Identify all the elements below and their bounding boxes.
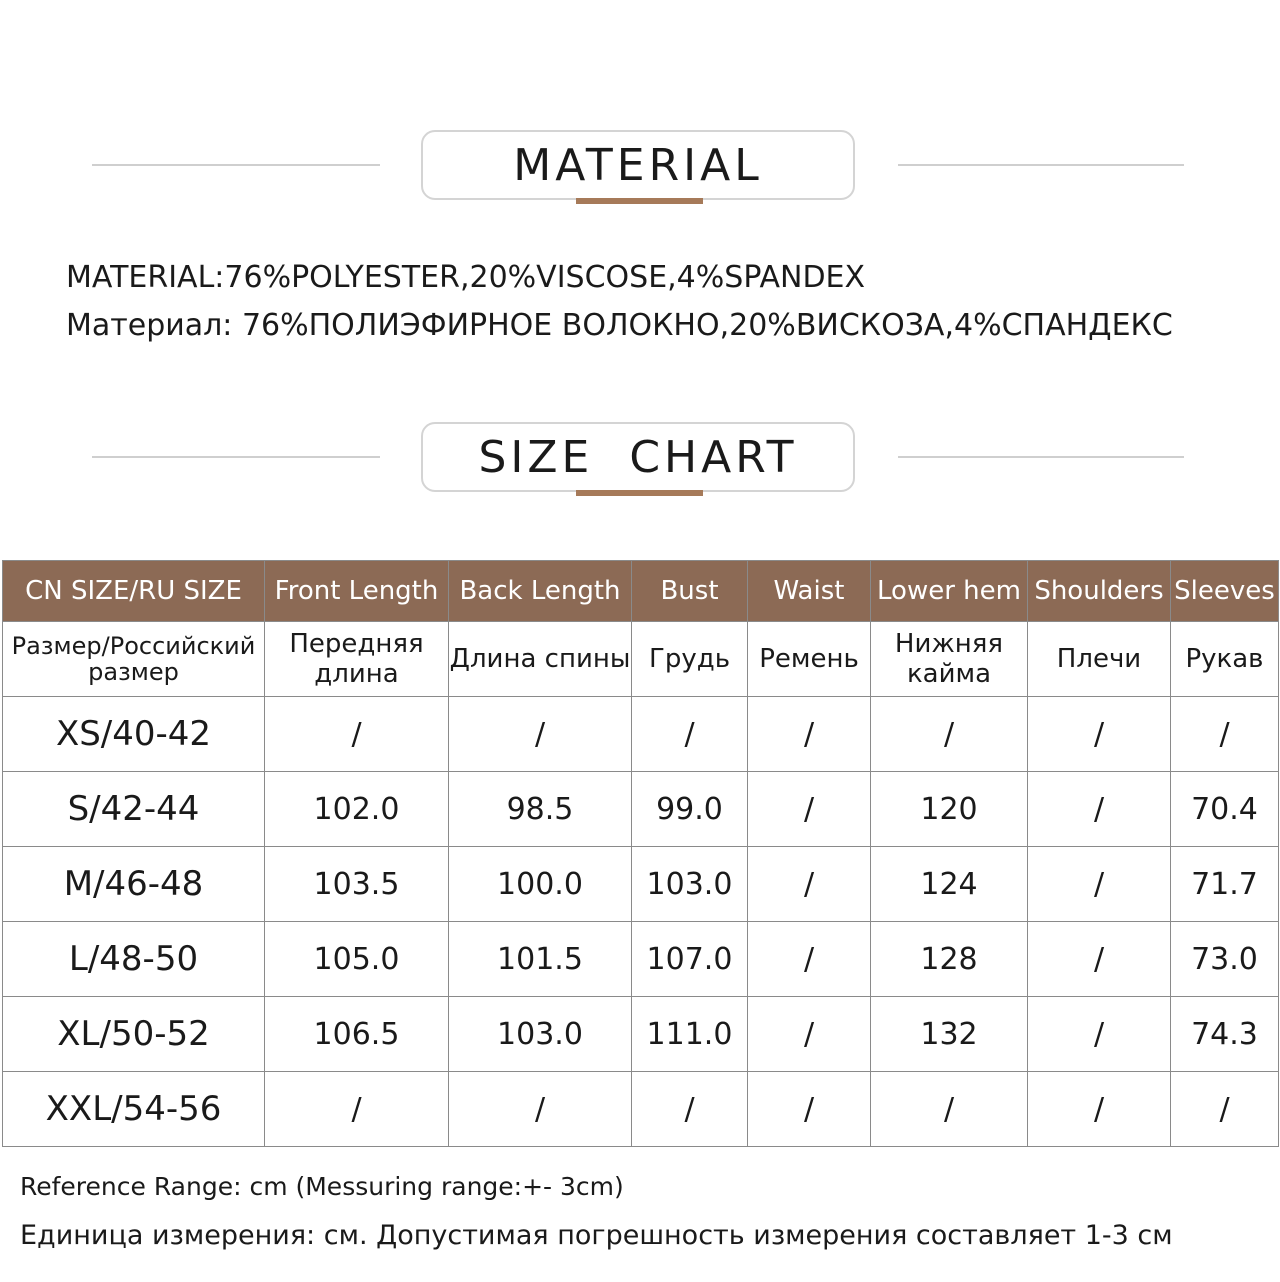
size-cell: XXL/54-56 xyxy=(3,1072,265,1147)
header-cell: CN SIZE/RU SIZE xyxy=(3,561,265,622)
table-cell: / xyxy=(1028,997,1171,1072)
table-row xyxy=(3,1072,1279,1147)
header-cell-ru: Грудь xyxy=(632,622,748,697)
material-composition xyxy=(66,254,1246,350)
divider-left xyxy=(92,456,380,458)
table-cell: / xyxy=(449,1072,632,1147)
table-cell: 124 xyxy=(871,847,1028,922)
header-cell-ru: Рукав xyxy=(1171,622,1279,697)
header-cell: Bust xyxy=(632,561,748,622)
table-cell: 120 xyxy=(871,772,1028,847)
material-line-en: MATERIAL:76%POLYESTER,20%VISCOSE,4%SPANDEX xyxy=(66,260,866,295)
header-cell-ru: Нижняя кайма xyxy=(871,622,1028,697)
table-row xyxy=(3,772,1279,847)
measurement-unit-note: Единица измерения: см. Допустимая погрешность измерения составляет 1-3 см xyxy=(20,1220,1173,1251)
header-cell: Sleeves xyxy=(1171,561,1279,622)
header-cell-ru: Плечи xyxy=(1028,622,1171,697)
table-cell: 74.3 xyxy=(1171,997,1279,1072)
table-cell: 106.5 xyxy=(265,997,449,1072)
header-cell-ru: Размер/Российский размер xyxy=(3,622,265,697)
size-cell: S/42-44 xyxy=(3,772,265,847)
table-cell: / xyxy=(265,697,449,772)
table-cell: 103.5 xyxy=(265,847,449,922)
table-cell: / xyxy=(871,1072,1028,1147)
table-cell: / xyxy=(632,1072,748,1147)
table-cell: / xyxy=(748,922,871,997)
material-header xyxy=(0,130,1280,210)
table-cell: / xyxy=(1171,1072,1279,1147)
table-cell: / xyxy=(1028,772,1171,847)
table-cell: 105.0 xyxy=(265,922,449,997)
table-cell: / xyxy=(449,697,632,772)
table-row xyxy=(3,997,1279,1072)
size-table xyxy=(2,560,1279,1147)
table-cell: 128 xyxy=(871,922,1028,997)
table-cell: / xyxy=(265,1072,449,1147)
table-cell: 100.0 xyxy=(449,847,632,922)
table-cell: / xyxy=(748,847,871,922)
title-underline xyxy=(576,490,703,496)
table-cell: 98.5 xyxy=(449,772,632,847)
table-cell: 107.0 xyxy=(632,922,748,997)
table-cell: / xyxy=(748,772,871,847)
header-cell: Shoulders xyxy=(1028,561,1171,622)
material-title: MATERIAL xyxy=(421,130,855,200)
table-cell: 71.7 xyxy=(1171,847,1279,922)
table-cell: / xyxy=(1028,847,1171,922)
table-cell: 99.0 xyxy=(632,772,748,847)
table-cell: / xyxy=(1028,922,1171,997)
header-cell-ru: Передняя длина xyxy=(265,622,449,697)
header-row-ru xyxy=(3,622,1279,697)
table-cell: / xyxy=(1028,1072,1171,1147)
reference-range-note: Reference Range: cm (Messuring range:+- 3cm) xyxy=(20,1172,624,1201)
table-row xyxy=(3,697,1279,772)
table-cell: / xyxy=(748,997,871,1072)
header-cell: Front Length xyxy=(265,561,449,622)
table-cell: / xyxy=(871,697,1028,772)
table-cell: / xyxy=(632,697,748,772)
table-row xyxy=(3,922,1279,997)
table-cell: 70.4 xyxy=(1171,772,1279,847)
table-cell: 102.0 xyxy=(265,772,449,847)
size-cell: L/48-50 xyxy=(3,922,265,997)
table-cell: 101.5 xyxy=(449,922,632,997)
header-cell-ru: Ремень xyxy=(748,622,871,697)
header-row-en xyxy=(3,561,1279,622)
table-cell: / xyxy=(1171,697,1279,772)
table-cell: 132 xyxy=(871,997,1028,1072)
table-row xyxy=(3,847,1279,922)
size-chart-header xyxy=(0,422,1280,502)
table-cell: / xyxy=(1028,697,1171,772)
header-cell-ru: Длина спины xyxy=(449,622,632,697)
material-line-ru: Материал: 76%ПОЛИЭФИРНОЕ ВОЛОКНО,20%ВИСКОЗА,4%СПАНДЕКС xyxy=(66,308,1173,343)
size-chart-title: SIZE CHART xyxy=(421,422,855,492)
table-cell: 103.0 xyxy=(632,847,748,922)
divider-right xyxy=(898,164,1184,166)
table-cell: 73.0 xyxy=(1171,922,1279,997)
header-cell: Back Length xyxy=(449,561,632,622)
table-cell: 111.0 xyxy=(632,997,748,1072)
table-cell: / xyxy=(748,697,871,772)
title-underline xyxy=(576,198,703,204)
divider-left xyxy=(92,164,380,166)
size-cell: XS/40-42 xyxy=(3,697,265,772)
size-cell: XL/50-52 xyxy=(3,997,265,1072)
header-cell: Waist xyxy=(748,561,871,622)
header-cell: Lower hem xyxy=(871,561,1028,622)
divider-right xyxy=(898,456,1184,458)
table-cell: / xyxy=(748,1072,871,1147)
size-cell: M/46-48 xyxy=(3,847,265,922)
table-cell: 103.0 xyxy=(449,997,632,1072)
